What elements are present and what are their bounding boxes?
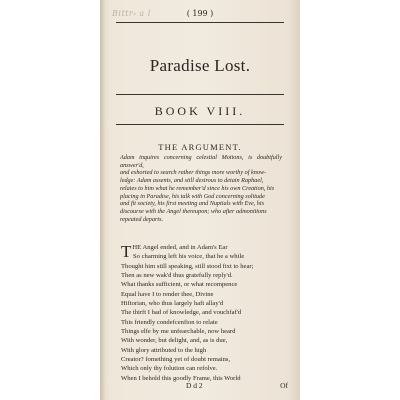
argument-heading: THE ARGUMENT. — [158, 142, 242, 152]
book-page — [100, 0, 300, 400]
poem-line: Then as new wak'd thus gratefully reply'd. — [121, 272, 233, 280]
argument-line: repeated departs. — [120, 215, 164, 223]
poem-line: HE Angel ended, and in Adam's Ear — [132, 244, 228, 251]
poem-line: Creator? fomething yet of doubt remains, — [121, 356, 231, 364]
signature-mark: D d 2 — [186, 381, 203, 390]
argument-line: placing in Paradise, his talk with God concerning solitude — [120, 192, 265, 200]
head-rule — [116, 22, 284, 23]
poem-line: Which only thy folution can refolve. — [121, 365, 218, 373]
poem-line: When I behold this goodly Frame, this World — [121, 374, 241, 382]
page-title: Paradise Lost. — [149, 56, 251, 75]
poem-line: Equal have I to render thee, Divine — [121, 290, 214, 298]
poem-text — [121, 243, 290, 383]
show-through-text: Bittr⸗ a l — [112, 9, 151, 18]
poem-line: Things elfe by me unfearchable, now heard — [121, 328, 236, 336]
poem-line: So charming left his voice, that he a while — [133, 253, 245, 261]
poem-line: The thirft I had of knowledge, and vouchfaf'd — [121, 309, 242, 317]
argument-line: discourse with the Angel thereupon; who after admonitions — [120, 207, 267, 215]
catchword: Of — [280, 381, 288, 390]
poem-line: Hiftorian, who thus largely haft allay'd — [121, 300, 224, 308]
argument-line: Adam inquires concerning celestial Motions, is doubtfully answer'd, — [120, 154, 282, 169]
poem-line: What thanks sufficient, or what recompence — [121, 281, 238, 289]
argument-line: and fit society, his first meeting and Nuptials with Eve, his — [120, 200, 265, 208]
title-rule-bottom — [116, 124, 284, 125]
poem-line: This friendly condefcenfion to relate — [121, 318, 218, 326]
page-number: ( 199 ) — [186, 9, 214, 18]
argument-line: ledge: Adam assents, and still desirous to detain Raphael, — [120, 177, 264, 185]
drop-cap: T — [121, 242, 132, 261]
argument-line: relates to him what he remember'd since his own Creation, his — [120, 184, 275, 192]
argument-line: and exhorted to search rather things more worthy of know- — [120, 169, 267, 177]
argument-text — [120, 154, 282, 223]
title-rule-top — [116, 94, 284, 95]
book-heading: BOOK VIII. — [154, 104, 246, 118]
poem-line: Thought him still speaking, still stood fixt to hear; — [121, 262, 254, 270]
poem-line: With wonder, but delight, and, as is due, — [121, 337, 228, 345]
running-head — [112, 6, 288, 22]
poem-line: With glory attributed to the high — [121, 346, 207, 354]
